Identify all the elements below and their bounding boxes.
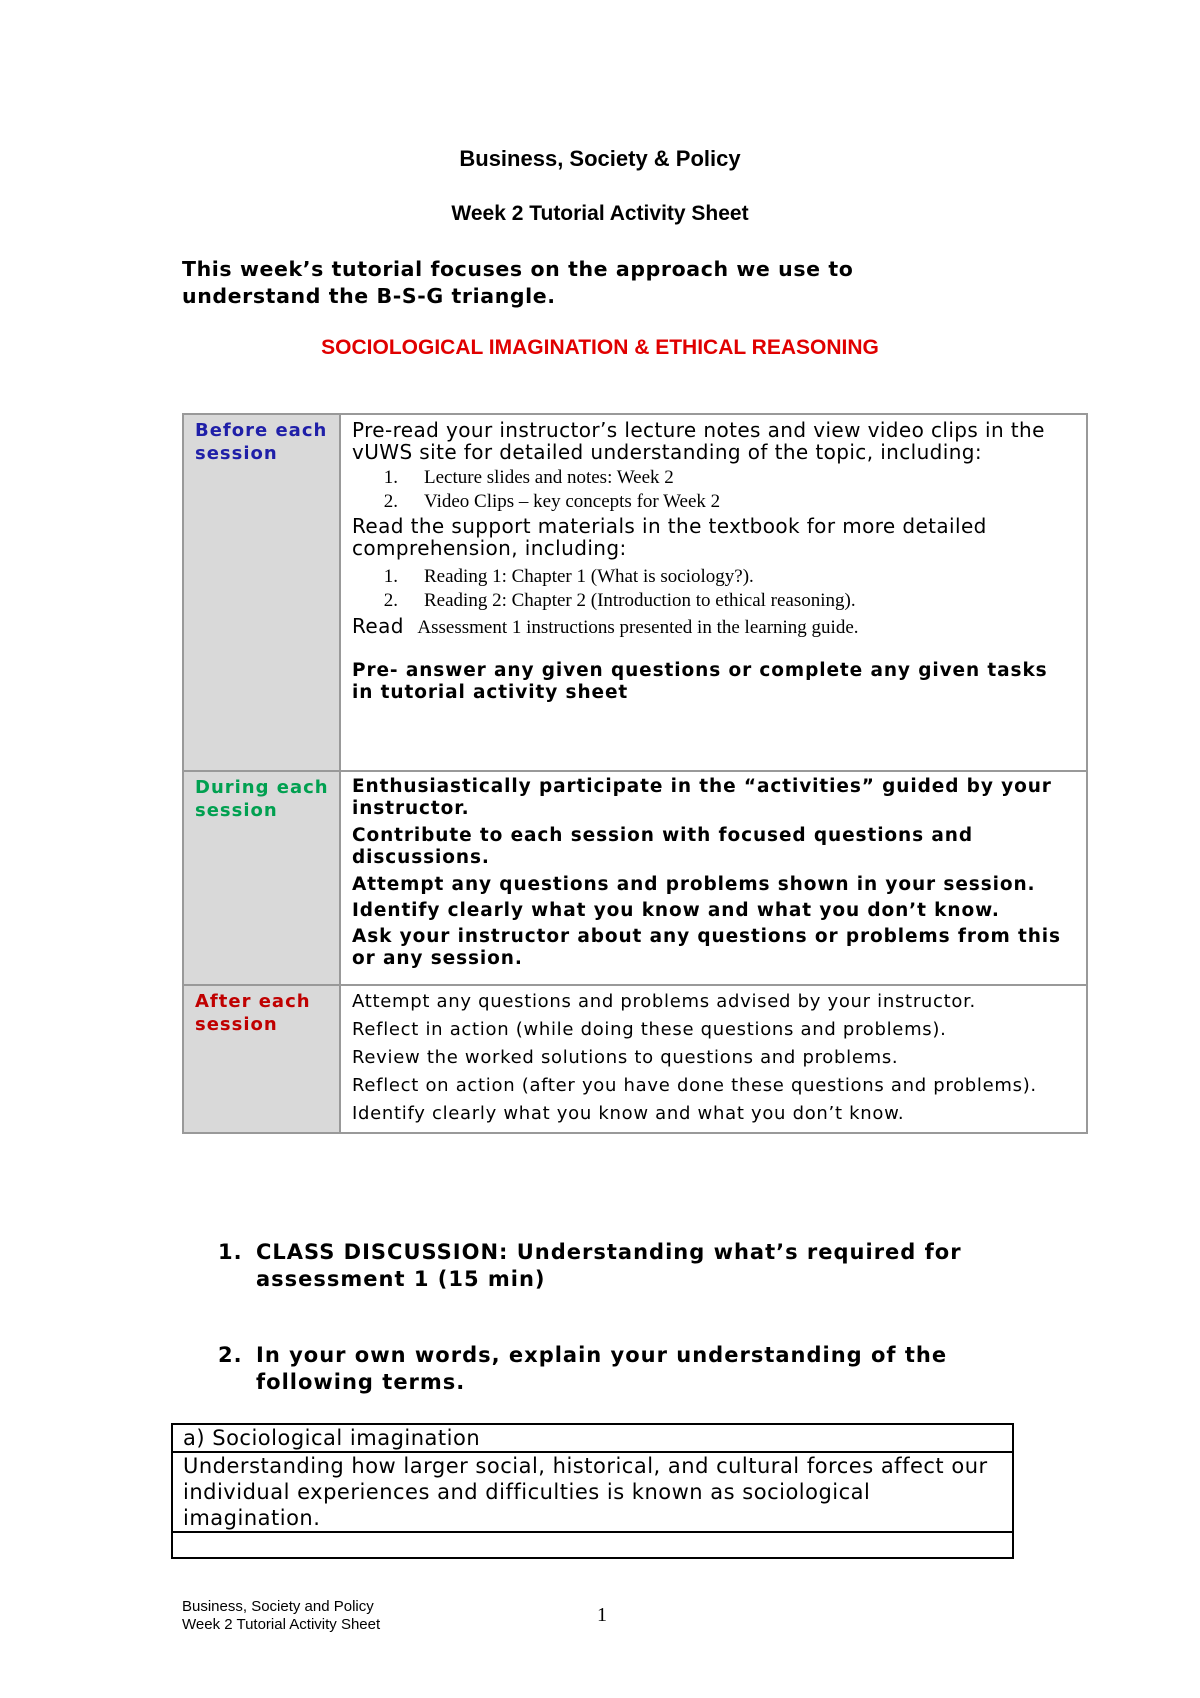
before-content [340,414,1087,771]
during-line: Contribute to each session with focused questions and discussions. [352,825,973,868]
after-line: Review the worked solutions to questions and problems. [352,1047,899,1068]
during-label: During each session [183,771,340,985]
before-intro: Pre-read your instructor’s lecture notes and view video clips in the vUWS site for detailed understanding of the topic, including: [352,418,1045,464]
term-row [172,1424,1013,1452]
intro-text [182,256,942,310]
session-row-before [183,414,1087,771]
footer-text [182,1598,380,1634]
list-item: 2. Reading 2: Chapter 2 (Introduction to ethical reasoning). [383,590,856,611]
read-rest: Assessment 1 instructions presented in the learning guide. [417,617,859,638]
question-number: 1. [218,1240,243,1264]
during-line: Identify clearly what you know and what you don’t know. [352,900,1000,921]
during-content [340,771,1087,985]
page-number: 1 [597,1604,607,1626]
question-text: In your own words, explain your understanding of the following terms. [256,1343,948,1394]
empty-row [172,1532,1013,1558]
footer-line-2: Week 2 Tutorial Activity Sheet [182,1616,381,1633]
session-table [182,413,1088,1134]
term-answer[interactable]: Understanding how larger social, historical, and cultural forces affect our individual experiences and difficulties is known as sociological imagination. [172,1452,1013,1532]
after-line: Reflect in action (while doing these questions and problems). [352,1019,947,1040]
after-line: Identify clearly what you know and what you don’t know. [352,1103,905,1124]
during-line: Ask your instructor about any questions or problems from this or any session. [352,926,1061,969]
empty-cell[interactable] [172,1532,1013,1558]
lecture-list [352,466,1076,514]
question-number: 2. [218,1343,243,1367]
pre-answer-text: Pre- answer any given questions or complete any given tasks in tutorial activity sheet [352,660,1048,703]
document-title: Business, Society & Policy [459,146,741,171]
reading-list [352,565,1076,613]
session-row-after [183,985,1087,1133]
intro-line-2: understand the B-S-G triangle. [182,284,556,308]
after-content [340,985,1087,1133]
before-label: Before each session [183,414,340,771]
during-line: Attempt any questions and problems shown in your session. [352,874,1036,895]
list-item: 2. Video Clips – key concepts for Week 2 [383,491,721,512]
list-item: 1. Reading 1: Chapter 1 (What is sociology?). [383,566,754,587]
question-2 [218,1342,998,1396]
during-line: Enthusiastically participate in the “activities” guided by your instructor. [352,776,1052,819]
after-line: Reflect on action (after you have done these questions and problems). [352,1075,1037,1096]
read-assessment [352,614,1076,640]
document-subtitle: Week 2 Tutorial Activity Sheet [451,202,749,225]
term-heading: a) Sociological imagination [172,1424,1013,1452]
support-text: Read the support materials in the textbook for more detailed comprehension, including: [352,514,987,560]
session-row-during [183,771,1087,985]
section-heading: SOCIOLOGICAL IMAGINATION & ETHICAL REASONING [321,336,879,359]
answer-row [172,1452,1013,1532]
question-1 [218,1239,998,1293]
list-item: 1. Lecture slides and notes: Week 2 [383,467,674,488]
question-text: CLASS DISCUSSION: Understanding what’s required for assessment 1 (15 min) [256,1240,962,1291]
after-line: Attempt any questions and problems advised by your instructor. [352,991,976,1012]
read-word: Read [352,614,404,638]
after-label: After each session [183,985,340,1133]
footer-line-1: Business, Society and Policy [182,1598,374,1615]
intro-line-1: This week’s tutorial focuses on the approach we use to [182,257,854,281]
terms-table [171,1423,1014,1559]
